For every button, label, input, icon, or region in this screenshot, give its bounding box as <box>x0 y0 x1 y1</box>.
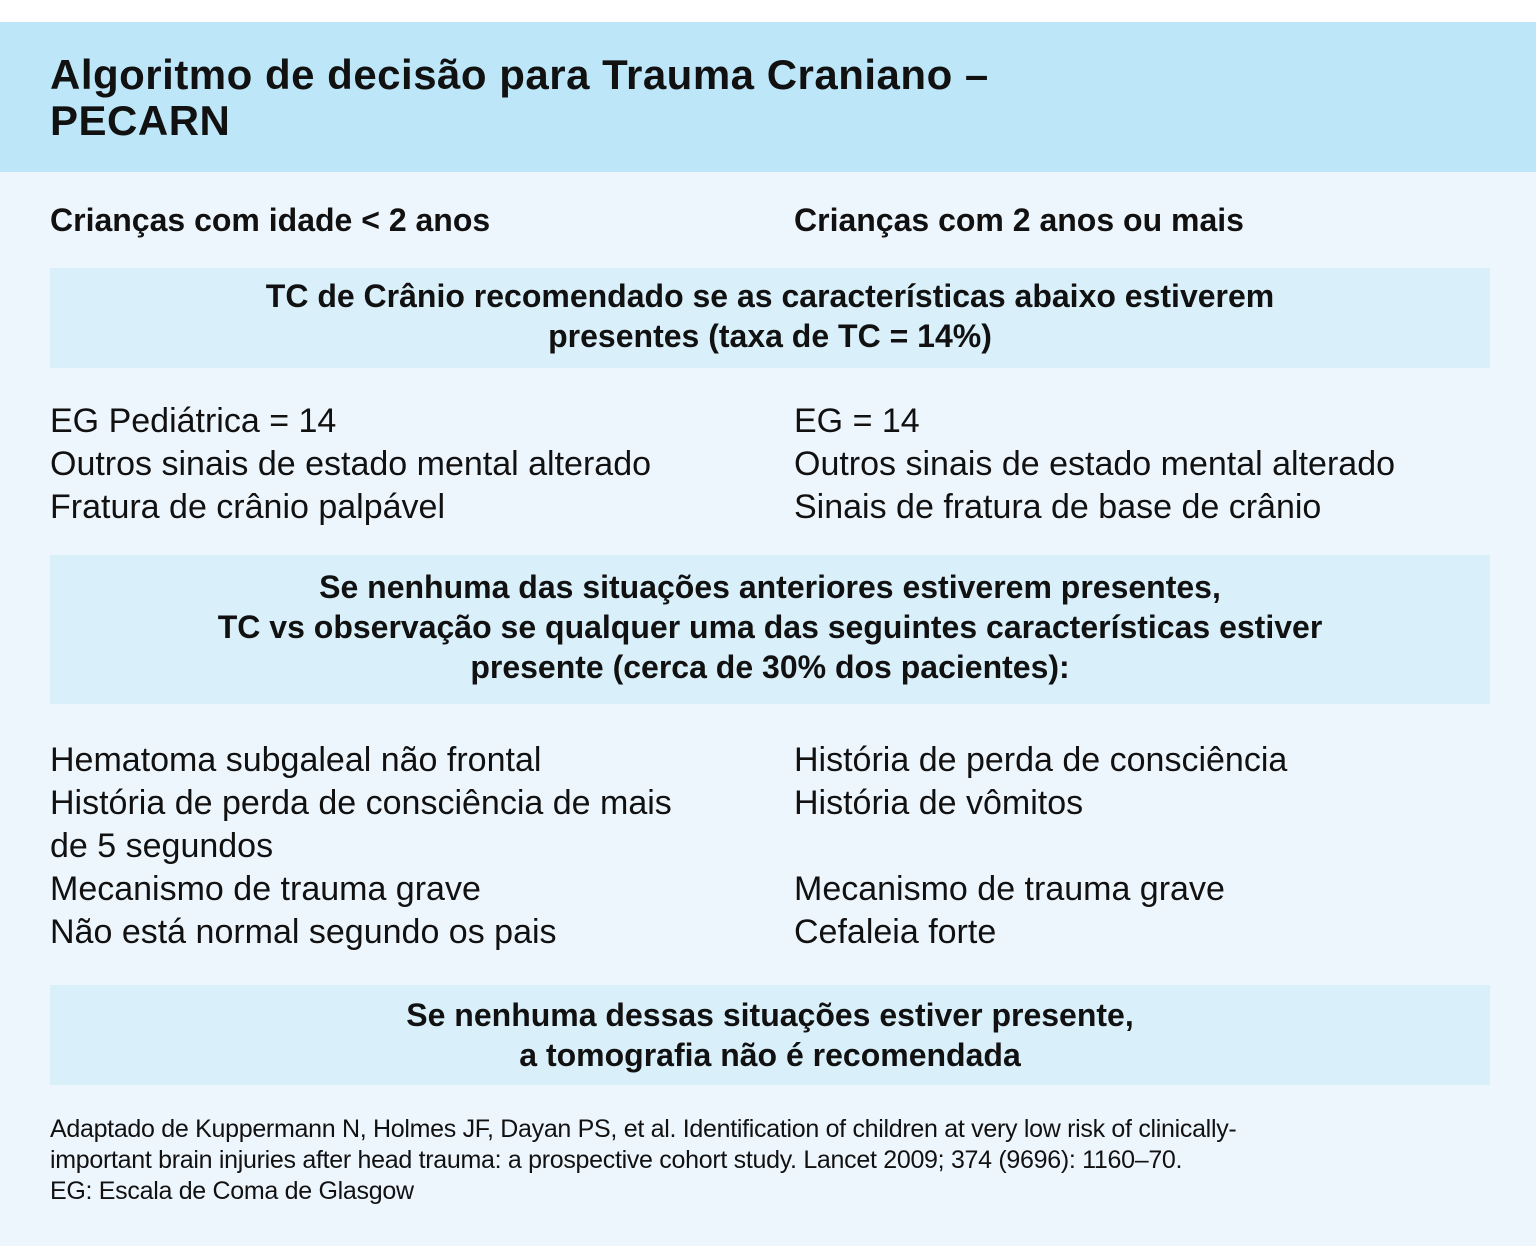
footnote-line-1: Adaptado de Kuppermann N, Holmes JF, Dayan PS, et al. Identification of children at very low risk of clinically- <box>50 1115 1237 1143</box>
footnote-line-2: important brain injuries after head trauma: a prospective cohort study. Lancet 2009; 374 (9696): 1160–70. <box>50 1146 1183 1174</box>
ct-recommended-line-2: presentes (taxa de TC = 14%) <box>548 318 992 354</box>
list-item: EG Pediátrica = 14 <box>50 402 337 440</box>
over-2-observation-list <box>794 739 1494 954</box>
left-column-header: Crianças com idade < 2 anos <box>50 202 491 238</box>
list-item: Outros sinais de estado mental alterado <box>794 445 1396 483</box>
title-band <box>0 22 1536 172</box>
ct-not-recommended-line-2: a tomografia não é recomendada <box>519 1037 1021 1073</box>
title-line-1: Algoritmo de decisão para Trauma Craniano – <box>50 51 989 98</box>
ct-not-recommended-line-1: Se nenhuma dessas situações estiver presente, <box>406 997 1134 1033</box>
footnote <box>50 1114 1490 1207</box>
title-line-2: PECARN <box>50 97 231 144</box>
list-item: História de vômitos <box>794 784 1084 822</box>
list-item: Sinais de fratura de base de crânio <box>794 488 1322 526</box>
ct-recommended-band <box>50 268 1490 368</box>
list-item: Não está normal segundo os pais <box>50 913 557 951</box>
right-column-header: Crianças com 2 anos ou mais <box>794 202 1244 238</box>
list-item: História de perda de consciência de mais de 5 segundos <box>50 784 672 865</box>
ct-vs-observation-band <box>50 555 1490 704</box>
list-item: EG = 14 <box>794 402 920 440</box>
under-2-criteria-list <box>50 400 750 529</box>
ct-vs-observation-line-1: Se nenhuma das situações anteriores estiverem presentes, <box>319 569 1221 605</box>
list-spacer <box>794 825 1494 868</box>
list-item: Fratura de crânio palpável <box>50 488 446 526</box>
under-2-observation-list <box>50 739 690 954</box>
ct-not-recommended-band <box>50 985 1490 1085</box>
list-item: História de perda de consciência <box>794 741 1288 779</box>
list-item: Outros sinais de estado mental alterado <box>50 445 652 483</box>
footnote-line-3: EG: Escala de Coma de Glasgow <box>50 1177 414 1205</box>
ct-vs-observation-line-2: TC vs observação se qualquer uma das seguintes características estiver <box>217 609 1323 645</box>
list-item: Cefaleia forte <box>794 913 997 951</box>
list-item: Mecanismo de trauma grave <box>50 870 481 908</box>
over-2-criteria-list <box>794 400 1514 529</box>
list-item: Mecanismo de trauma grave <box>794 870 1225 908</box>
ct-recommended-line-1: TC de Crânio recomendado se as características abaixo estiverem <box>265 278 1275 314</box>
list-item: Hematoma subgaleal não frontal <box>50 741 542 779</box>
ct-vs-observation-line-3: presente (cerca de 30% dos pacientes): <box>470 649 1070 685</box>
page-title <box>50 52 1470 144</box>
